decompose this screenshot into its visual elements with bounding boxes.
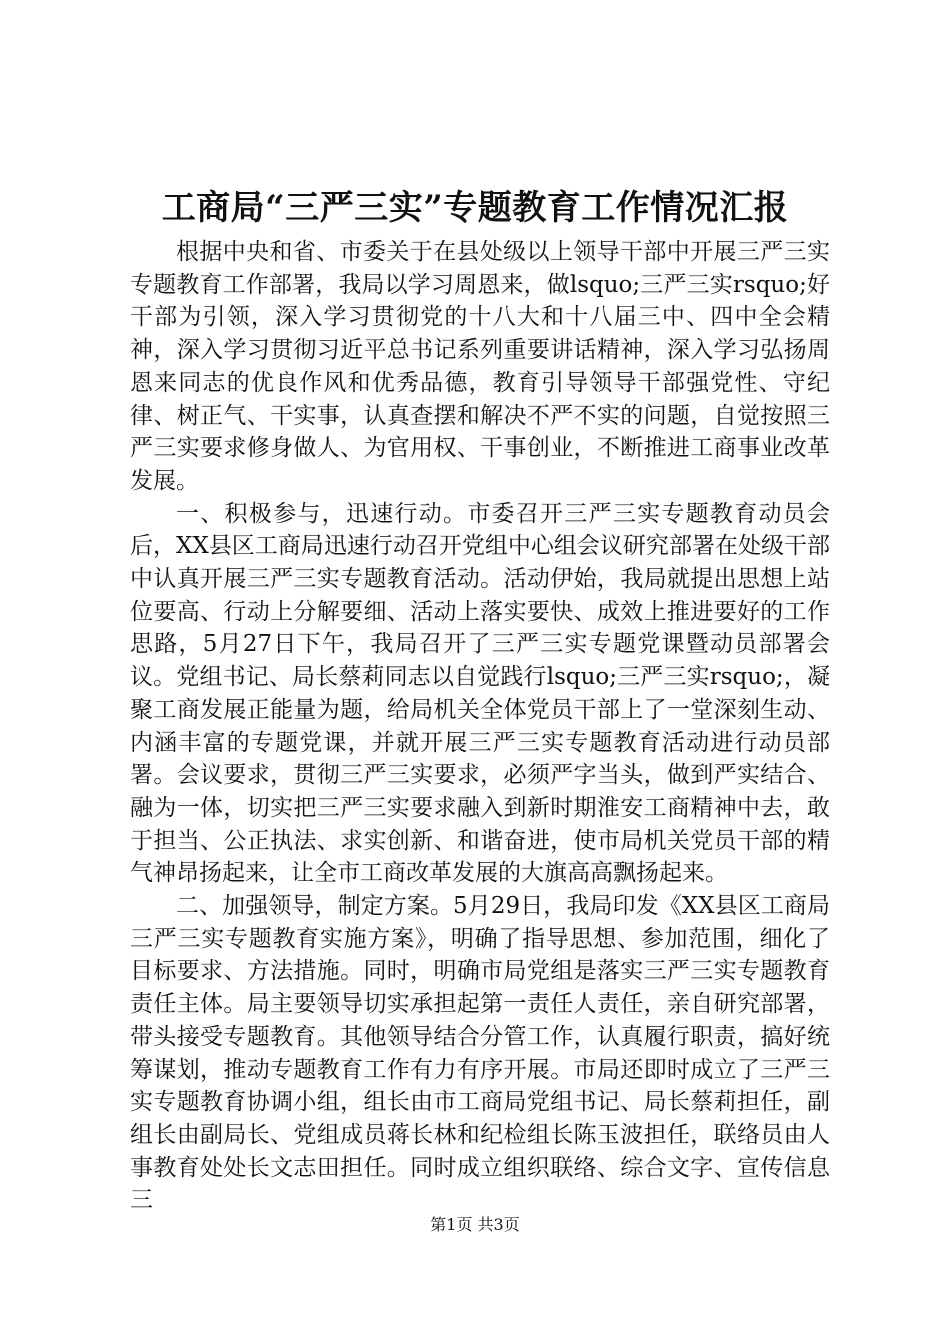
document-title: 工商局“三严三实”专题教育工作情况汇报 <box>161 188 789 228</box>
paragraph-section-1: 一、积极参与，迅速行动。市委召开三严三实专题教育动员会后，XX县区工商局迅速行动召开党组中心组会议研究部署在处级干部中认真开展三严三实专题教育活动。活动伊始，我局就提出思想上站位要高、行动上分解要细、活动上落实要快、成效上推进要好的工作思路，5月27日下午，我局召开了三严三实专题党课暨动员部署会议。党组书记、局长蔡莉同志以自觉践行lsquo;三严三实rsquo;，凝聚工商发展正能量为题，给局机关全体党员干部上了一堂深刻生动、内涵丰富的专题党课，并就开展三严三实专题教育活动进行动员部署。会议要求，贯彻三严三实要求，必须严字当头，做到严实结合、融为一体，切实把三严三实要求融入到新时期淮安工商精神中去，敢于担当、公正执法、求实创新、和谐奋进，使市局机关党员干部的精气神昂扬起来，让全市工商改革发展的大旗高高飘扬起来。 <box>130 500 830 887</box>
paragraph-section-2: 二、加强领导，制定方案。5月29日，我局印发《XX县区工商局三严三实专题教育实施方案》，明确了指导思想、参加范围，细化了目标要求、方法措施。同时，明确市局党组是落实三严三实专题教育责任主体。局主要领导切实承担起第一责任人责任，亲自研究部署，带头接受专题教育。其他领导结合分管工作，认真履行职责，搞好统筹谋划，推动专题教育工作有力有序开展。市局还即时成立了三严三实专题教育协调小组，组长由市工商局党组书记、局长蔡莉担任，副组长由副局长、党组成员蒋长林和纪检组长陈玉波担任，联络员由人事教育处处长文志田担任。同时成立组织联络、综合文字、宣传信息三 <box>130 893 830 1214</box>
document-body <box>130 236 830 1217</box>
paragraph-intro: 根据中央和省、市委关于在县处级以上领导干部中开展三严三实专题教育工作部署，我局以学习周恩来，做lsquo;三严三实rsquo;好干部为引领，深入学习贯彻党的十八大和十八届三中、四中全会精神，深入学习贯彻习近平总书记系列重要讲话精神，深入学习弘扬周恩来同志的优良作风和优秀品德，教育引导领导干部强党性、守纪律、树正气、干实事，认真查摆和解决不严不实的问题，自觉按照三严三实要求修身做人、为官用权、干事创业，不断推进工商事业改革发展。 <box>130 239 830 494</box>
page-number-footer: 第1页 共3页 <box>430 1215 520 1234</box>
